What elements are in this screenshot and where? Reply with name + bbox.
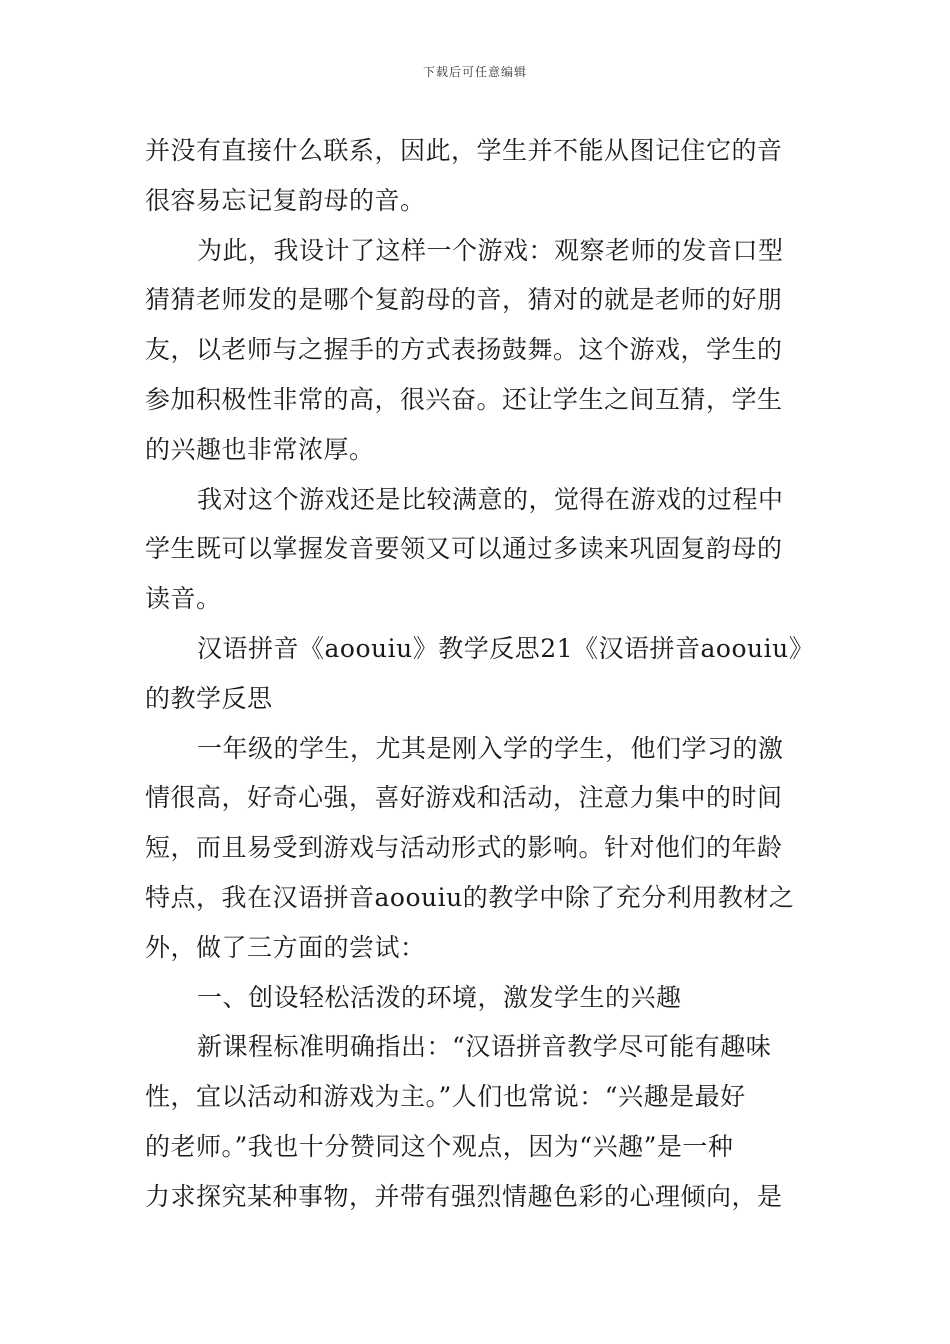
section-heading: 一、创设轻松活泼的环境，激发学生的兴趣 <box>197 982 682 1012</box>
text-line: 读音。 <box>145 584 222 614</box>
text-line: 性，宜以活动和游戏为主。”人们也常说：“兴趣是最好 <box>145 1082 746 1112</box>
text-line: 新课程标准明确指出：“汉语拼音教学尽可能有趣味 <box>197 1032 772 1062</box>
text-line: 一年级的学生，尤其是刚入学的学生，他们学习的激 <box>197 733 784 763</box>
text-line: 我对这个游戏还是比较满意的，觉得在游戏的过程中 <box>197 484 784 514</box>
page-header: 下载后可任意编辑 <box>422 65 527 79</box>
text-line: 友，以老师与之握手的方式表扬鼓舞。这个游戏，学生的 <box>145 335 783 365</box>
text-line: 短，而且易受到游戏与活动形式的影响。针对他们的年龄 <box>145 833 783 863</box>
text-line: 的教学反思 <box>145 683 273 713</box>
text-line: 猜猜老师发的是哪个复韵母的音，猜对的就是老师的好朋 <box>145 285 783 315</box>
text-line: 的老师。”我也十分赞同这个观点，因为“兴趣”是一种 <box>145 1131 734 1161</box>
text-line: 汉语拼音《aoouiu》教学反思21《汉语拼音aoouiu》 <box>197 633 815 663</box>
text-line: 参加积极性非常的高，很兴奋。还让学生之间互猜，学生 <box>145 384 783 414</box>
text-line: 特点，我在汉语拼音aoouiu的教学中除了充分利用教材之 <box>145 882 795 912</box>
text-line: 情很高，好奇心强，喜好游戏和活动，注意力集中的时间 <box>145 783 783 813</box>
body-text <box>145 126 815 1222</box>
text-line: 并没有直接什么联系，因此，学生并不能从图记住它的音 <box>145 136 783 165</box>
text-line: 学生既可以掌握发音要领又可以通过多读来巩固复韵母的 <box>145 534 783 564</box>
text-line: 外，做了三方面的尝试： <box>145 932 426 962</box>
text-line: 为此，我设计了这样一个游戏：观察老师的发音口型 <box>197 235 784 265</box>
text-line: 很容易忘记复韵母的音。 <box>145 185 426 215</box>
text-line: 力求探究某种事物，并带有强烈情趣色彩的心理倾向，是 <box>145 1181 783 1211</box>
text-line: 的兴趣也非常浓厚。 <box>145 434 375 464</box>
